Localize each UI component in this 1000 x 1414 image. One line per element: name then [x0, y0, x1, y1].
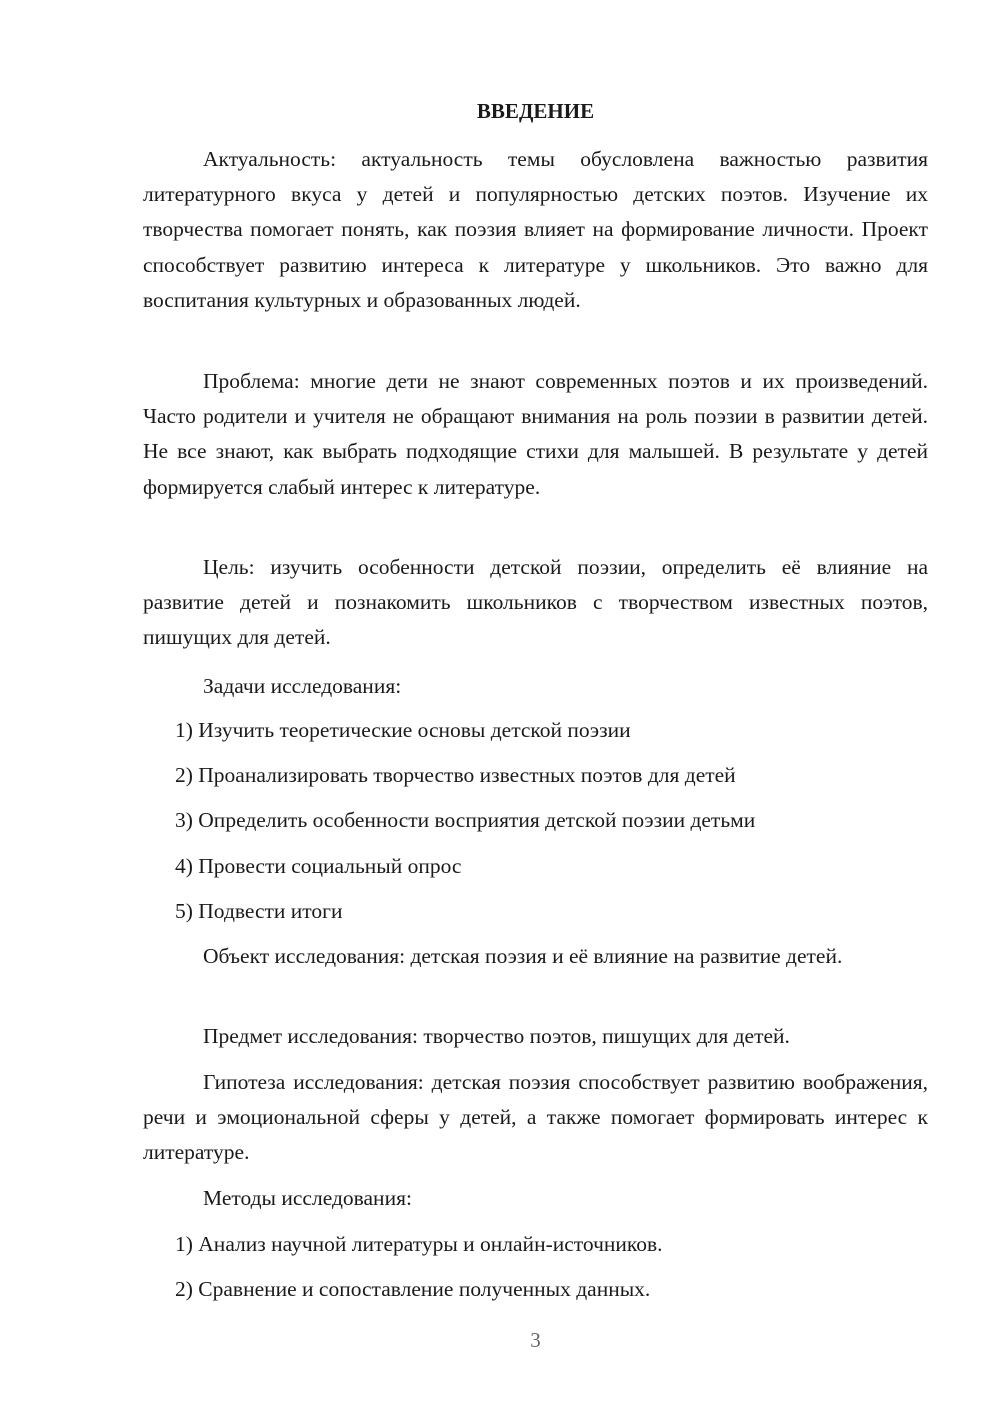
method-item-1: 1) Анализ научной литературы и онлайн-источников. [175, 1232, 663, 1256]
task-item-2: 2) Проанализировать творчество известных поэтов для детей [175, 763, 736, 787]
tasks-heading: Задачи исследования: [203, 674, 402, 698]
goal-paragraph: Цель: изучить особенности детской поэзии, определить её влияние на развитие детей и познакомить школьников с творчеством известных поэтов, пишущих для детей. [143, 555, 928, 650]
task-item-5: 5) Подвести итоги [175, 899, 343, 923]
problem-paragraph: Проблема: многие дети не знают современных поэтов и их произведений. Часто родители и учителя не обращают внимания на роль поэзии в развитии детей. Не все знают, как выбрать подходящие стихи для малышей. В результате у детей формируется слабый интерес к литературе. [143, 369, 928, 499]
methods-heading: Методы исследования: [203, 1186, 412, 1210]
subject-paragraph: Предмет исследования: творчество поэтов, пишущих для детей. [203, 1024, 790, 1048]
page-number: 3 [530, 1328, 541, 1352]
method-item-2: 2) Сравнение и сопоставление полученных данных. [175, 1277, 651, 1301]
relevance-paragraph: Актуальность: актуальность темы обусловлена важностью развития литературного вкуса у детей и популярностью детских поэтов. Изучение их творчества помогает понять, как поэзия влияет на формирование личности. Проект способствует развитию интереса к литературе у школьников. Это важно для воспитания культурных и образованных людей. [143, 147, 928, 312]
task-item-1: 1) Изучить теоретические основы детской поэзии [175, 718, 631, 742]
task-item-3: 3) Определить особенности восприятия детской поэзии детьми [175, 808, 756, 832]
object-paragraph: Объект исследования: детская поэзия и её влияние на развитие детей. [203, 944, 843, 968]
hypothesis-paragraph: Гипотеза исследования: детская поэзия способствует развитию воображения, речи и эмоциональной сферы у детей, а также помогает формировать интерес к литературе. [143, 1070, 928, 1165]
page-title: ВВЕДЕНИЕ [476, 99, 595, 123]
task-item-4: 4) Провести социальный опрос [175, 854, 462, 878]
